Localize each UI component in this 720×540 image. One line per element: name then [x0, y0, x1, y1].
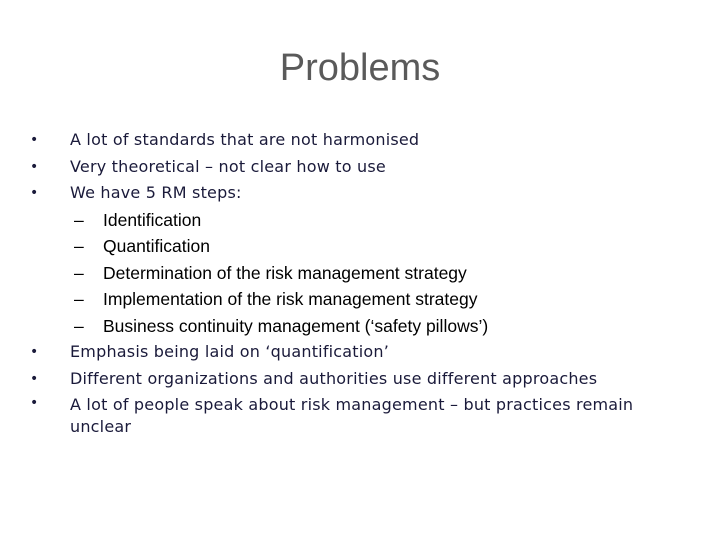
bullet-item [0, 127, 720, 154]
dash-icon: – [74, 236, 84, 256]
sub-item-rm-step [0, 207, 720, 234]
dash-icon: – [74, 209, 84, 230]
dash-icon: – [74, 289, 84, 309]
bullet-icon: • [30, 395, 39, 411]
slide-title-text: Problems [279, 47, 441, 89]
bullet-item [0, 392, 720, 438]
bullet-item [0, 180, 720, 207]
bullet-icon: • [30, 158, 39, 175]
dash-icon: – [74, 315, 84, 336]
bullet-text: A lot of people speak about risk management – but practices remain unclear [70, 395, 634, 436]
sub-item-rm-step [0, 313, 720, 340]
bullet-text: We have 5 RM steps: [70, 183, 242, 202]
sub-item-text: Identification [103, 209, 202, 230]
bullet-item [0, 154, 720, 181]
bullet-text: Very theoretical – not clear how to use [70, 156, 386, 176]
sub-item-text: Implementation of the risk management strategy [103, 289, 478, 309]
bullet-list [0, 127, 720, 438]
sub-item-rm-step [0, 286, 720, 313]
bullet-icon: • [30, 185, 39, 201]
dash-icon: – [74, 262, 84, 283]
sub-item-text: Business continuity management (‘safety pillows’) [103, 315, 489, 336]
bullet-text: Different organizations and authorities use different approaches [70, 368, 598, 388]
bullet-item [0, 339, 720, 366]
sub-item-text: Determination of the risk management strategy [103, 262, 467, 283]
bullet-text: A lot of standards that are not harmonised [70, 130, 420, 149]
sub-item-rm-step [0, 233, 720, 260]
sub-item-text: Quantification [103, 236, 211, 256]
bullet-icon: • [30, 344, 39, 360]
bullet-icon: • [30, 132, 39, 148]
bullet-icon: • [30, 370, 39, 387]
bullet-text: Emphasis being laid on ‘quantification’ [70, 342, 390, 361]
sub-item-rm-step [0, 260, 720, 287]
slide-title [0, 44, 720, 92]
bullet-item [0, 366, 720, 393]
